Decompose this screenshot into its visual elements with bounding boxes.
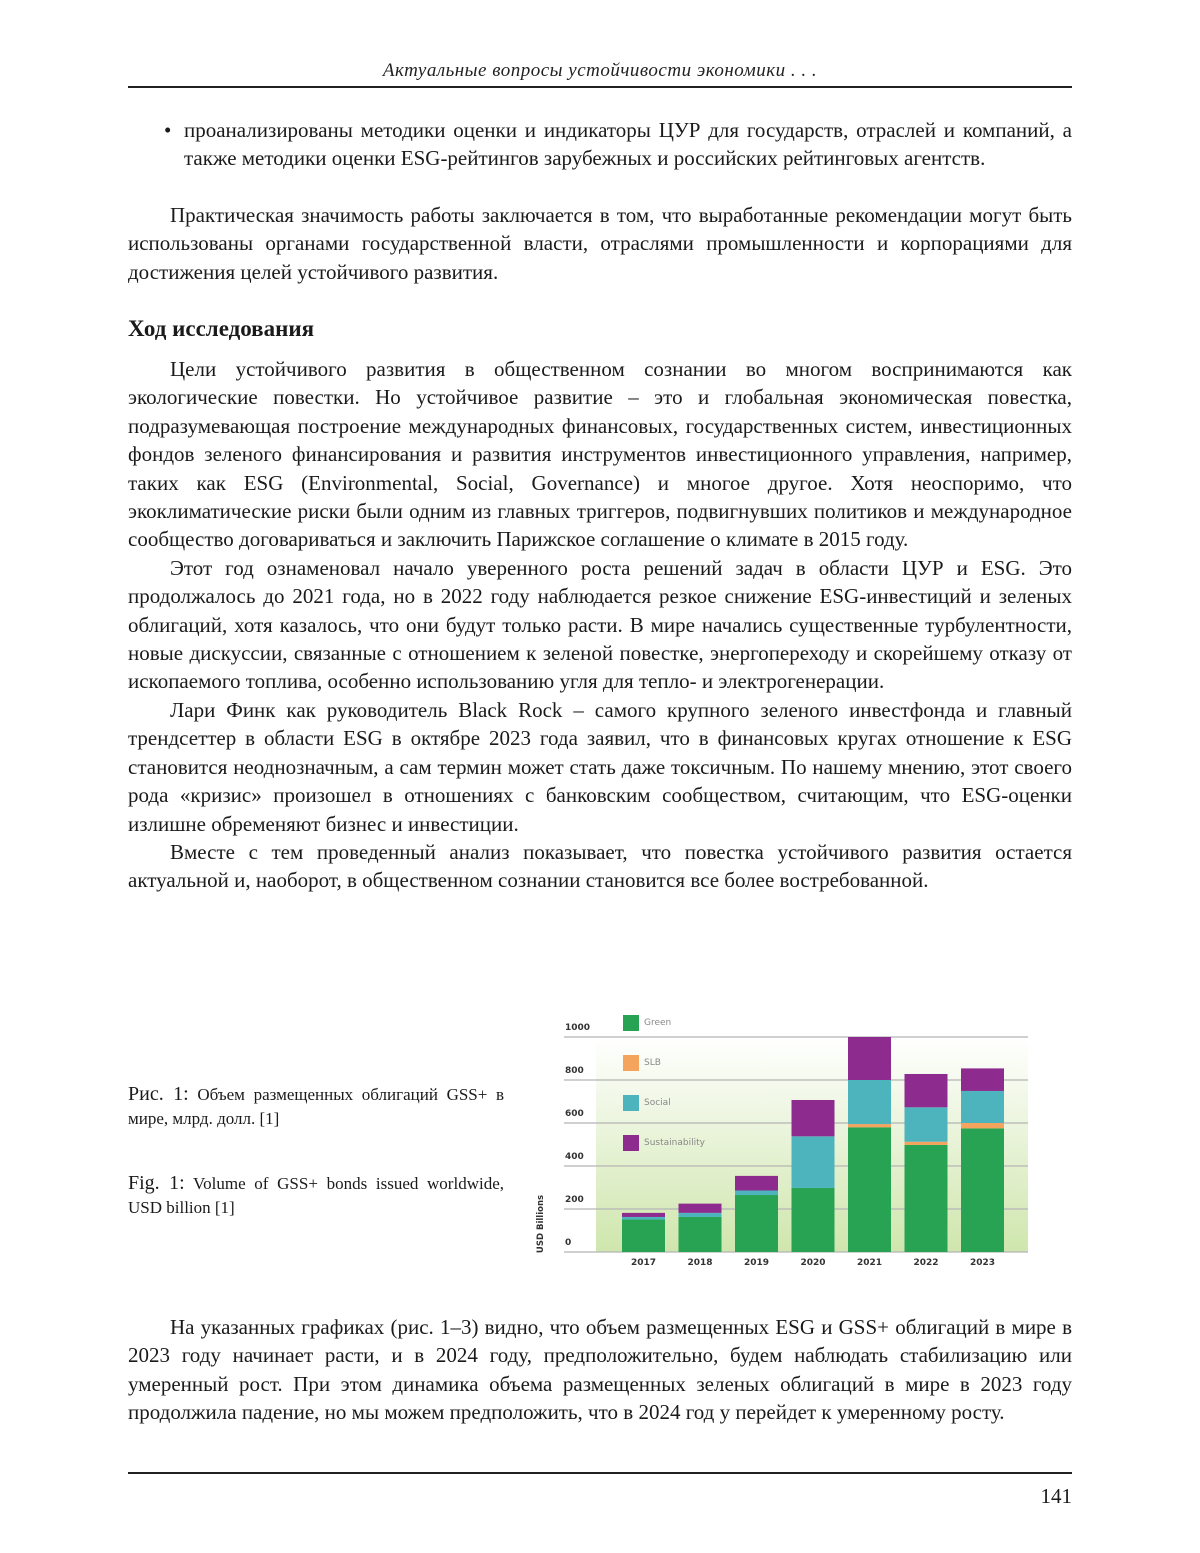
legend-swatch [623, 1055, 639, 1071]
bar-segment-green-2020 [792, 1188, 835, 1252]
bar-segment-slb-2021 [848, 1124, 891, 1127]
legend-label: Social [644, 1098, 671, 1108]
paragraph: Вместе с тем проведенный анализ показывает, что повестка устойчивого развития остается актуальной и, наоборот, в общественном сознании становится все более востребованной. [128, 839, 1072, 893]
bar-stack-2021 [848, 1037, 891, 1252]
bar-segment-sustainability-2023 [961, 1068, 1004, 1091]
bar-segment-green-2018 [679, 1217, 722, 1252]
bar-stack-2018 [679, 1204, 722, 1252]
bar-segment-social-2023 [961, 1091, 1004, 1123]
y-tick-label: 200 [565, 1195, 584, 1205]
page-number: 141 [1040, 1484, 1072, 1508]
paragraph: Этот год ознаменовал начало уверенного роста решений задач в области ЦУР и ESG. Это продолжалось до 2021 года, но в 2022 году наблюдается резкое снижение ESG-инвестиций и зеленых облигаций, хотя казалось, что они будут только расти. В мире начались существенные турбулентности, новые дискуссии, связанные с отношением к зеленой повестке, энергопереходу и скорейшему отказу от ископаемого топлива, особенно использованию угля для тепло- и электрогенерации. [128, 555, 1072, 694]
y-tick-label: 600 [565, 1109, 584, 1119]
y-tick-label: 1000 [565, 1023, 591, 1033]
caption-ru-label: Рис. 1: [128, 1083, 189, 1105]
bar-segment-green-2023 [961, 1128, 1004, 1252]
bar-segment-social-2019 [735, 1191, 778, 1196]
bar-segment-green-2019 [735, 1195, 778, 1252]
paragraph-significance [128, 201, 1072, 286]
bond-volume-chart [534, 1002, 1034, 1277]
bar-segment-social-2018 [679, 1213, 722, 1217]
x-tick-label: 2019 [743, 1258, 770, 1268]
bar-segment-social-2020 [792, 1136, 835, 1188]
bar-segment-sustainability-2018 [679, 1204, 722, 1213]
figure-captions [128, 1082, 504, 1260]
y-tick-label: 0 [565, 1238, 572, 1248]
bullet-item [128, 116, 1072, 173]
bar-segment-sustainability-2017 [622, 1213, 665, 1217]
bar-stack-2022 [905, 1074, 948, 1252]
y-tick-label: 400 [565, 1152, 584, 1162]
legend-label: SLB [644, 1058, 661, 1068]
bar-stack-2020 [792, 1100, 835, 1252]
bar-stack-2019 [735, 1176, 778, 1252]
running-head: Актуальные вопросы устойчивости экономики . . . [382, 60, 818, 81]
bar-segment-social-2017 [622, 1217, 665, 1220]
bar-segment-social-2021 [848, 1080, 891, 1124]
x-tick-label: 2018 [687, 1258, 713, 1268]
x-tick-label: 2023 [969, 1258, 996, 1268]
caption-en-label: Fig. 1: [128, 1172, 185, 1194]
bullet-icon: • [164, 118, 172, 142]
legend-label: Green [644, 1018, 672, 1028]
y-axis-label: USD Billions [536, 1194, 546, 1254]
bar-stack-2023 [961, 1068, 1004, 1252]
bar-segment-green-2017 [622, 1220, 665, 1252]
legend-swatch [623, 1015, 639, 1031]
legend-item-green [623, 1015, 671, 1031]
header-rule [128, 86, 1072, 88]
bar-segment-green-2022 [905, 1145, 948, 1252]
bar-segment-sustainability-2021 [848, 1037, 891, 1080]
paragraph: Практическая значимость работы заключается в том, что выработанные рекомендации могут быть использованы органами государственной власти, отраслями промышленности и корпорациями для достижения целей устойчивого развития. [128, 203, 1072, 284]
x-tick-label: 2020 [800, 1258, 826, 1268]
bar-stack-2017 [622, 1213, 665, 1252]
bar-segment-sustainability-2020 [792, 1100, 835, 1136]
section-title: Ход исследования [128, 316, 315, 341]
paragraph-after-figure [128, 1313, 1072, 1427]
bar-segment-sustainability-2019 [735, 1176, 778, 1191]
bar-segment-sustainability-2022 [905, 1074, 948, 1107]
paragraph: Цели устойчивого развития в общественном сознании во многом воспринимаются как экологические повестки. Но устойчивое развитие – это и глобальная экономическая повестка, подразумевающая построение международных финансовых, государственных систем, инвестиционных фондов зеленого финансирования и развития инструментов инвестиционного управления, например, таких как ESG (Environmental, Social, Governance) и многое другое. Хотя неоспоримо, что экоклиматические риски были одним из главных триггеров, подвигнувших политиков и международное сообщество договариваться и заключить Парижское соглашение о климате в 2015 году. [128, 357, 1072, 552]
bar-segment-social-2022 [905, 1107, 948, 1141]
section-body [128, 355, 1072, 895]
legend-label: Sustainability [644, 1138, 705, 1148]
paragraph: На указанных графиках (рис. 1–3) видно, что объем размещенных ESG и GSS+ облигаций в мире в 2023 году начинает расти, и в 2024 году, предположительно, будем наблюдать стабилизацию или умеренный рост. При этом динамика объема размещенных зеленых облигаций в мире в 2023 году продолжила падение, но мы можем предположить, что в 2024 год у перейдет к умеренному росту. [128, 1315, 1072, 1425]
y-tick-label: 800 [565, 1066, 584, 1076]
bar-segment-green-2021 [848, 1127, 891, 1252]
legend-swatch [623, 1095, 639, 1111]
x-tick-label: 2022 [913, 1258, 939, 1268]
footer-rule [128, 1472, 1072, 1474]
x-tick-label: 2017 [630, 1258, 657, 1268]
bar-segment-slb-2023 [961, 1123, 1004, 1128]
legend-swatch [623, 1135, 639, 1151]
bar-segment-slb-2022 [905, 1142, 948, 1145]
bullet-text: проанализированы методики оценки и индикаторы ЦУР для государств, отраслей и компаний, а также методики оценки ESG-рейтингов зарубежных и российских рейтинговых агентств. [184, 118, 1072, 171]
caption-ru [128, 1082, 504, 1131]
x-tick-label: 2021 [856, 1258, 883, 1268]
caption-en [128, 1171, 504, 1220]
paragraph: Лари Финк как руководитель Black Rock – самого крупного зеленого инвестфонда и главный трендсеттер в области ESG в октябре 2023 года заявил, что в финансовых кругах отношение к ESG становится неоднозначным, а сам термин может стать даже токсичным. По нашему мнению, этот своего рода «кризис» произошел в отношениях с банковским сообществом, считающим, что ESG-оценки излишне обременяют бизнес и инвестиции. [128, 697, 1072, 836]
caption-ru-text: Объем размещенных облигаций GSS+ в мире, млрд. долл. [1] [128, 1085, 505, 1128]
caption-en-text: Volume of GSS+ bonds issued worldwide, USD billion [1] [128, 1174, 504, 1217]
